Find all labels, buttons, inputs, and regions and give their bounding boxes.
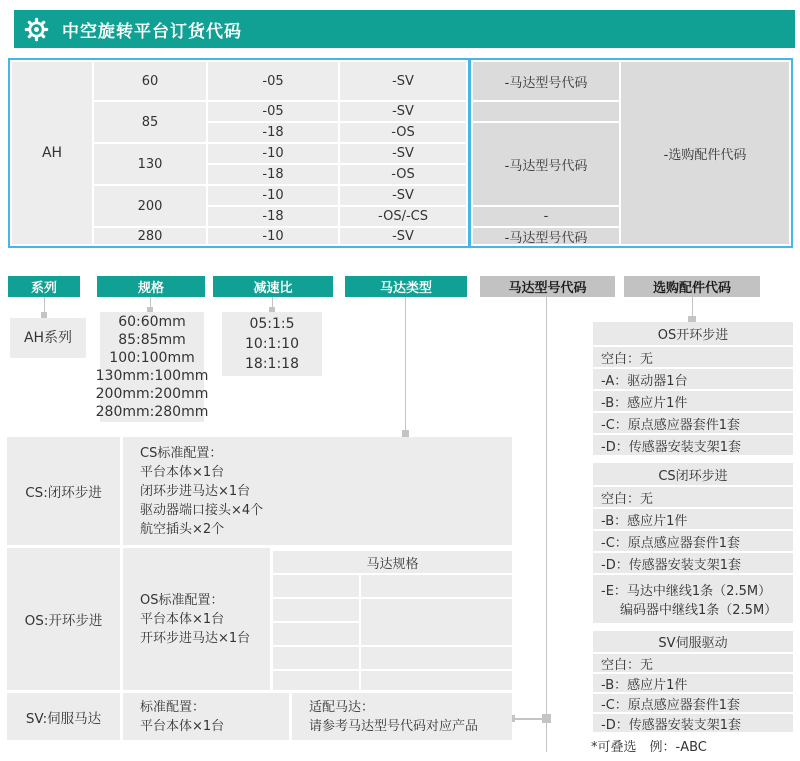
connector-motor-code-branch [512,718,546,720]
ratio-cell: -05 [208,62,338,100]
accessory-group-os-title: OS开环步进 [593,322,793,345]
accessory-item: -D：传感器安装支架1套 [593,553,793,573]
series-cell: AH [12,62,92,244]
config-line: 航空插头×2个 [140,521,225,537]
page-title: 中空旋转平台订货代码 [62,21,242,42]
motor-type-cell: -SV [340,62,466,100]
config-line: 平台本体×1台 [140,464,225,480]
legend-bar-series: 系列 [8,276,80,297]
cs-config-cell [123,437,512,545]
motor-spec-empty-cell [273,599,359,621]
accessory-item: 空白：无 [593,487,793,507]
accessory-item-line: -E：马达中继线1条（2.5M） [601,584,772,599]
spec-box [95,312,209,422]
motor-type-sv-label: SV:伺服马达 [7,693,120,740]
config-line: 驱动器端口接头×4个 [140,502,264,518]
motor-code-cell: - [473,207,619,226]
gear-icon [23,16,50,43]
accessory-item: -B：感应片1件 [593,674,793,692]
legend-bar-motor-code: 马达型号代码 [480,276,615,297]
page-header [14,10,795,48]
size-cell: 85 [94,102,206,142]
config-line: 开环步进马达×1台 [140,630,251,646]
connector-node [402,430,409,437]
accessory-item: 空白：无 [593,347,793,367]
accessory-item: -C：原点感应器套件1套 [593,413,793,433]
sv-adapter-cell [292,693,512,740]
spec-line: 85:85mm [118,332,186,348]
spec-line: 60:60mm [118,314,186,330]
motor-type-os-label: OS:开环步进 [7,548,120,690]
size-cell: 130 [94,144,206,184]
os-config-cell [123,548,270,690]
accessory-item-line: 编码器中继线1条（2.5M） [620,603,778,618]
legend-bar-spec: 规格 [97,276,205,297]
order-code-table [8,58,793,248]
accessory-item: -C：原点感应器套件1套 [593,531,793,551]
ratio-line: 18:1:18 [245,356,299,372]
ratio-cell: -05 [208,102,338,121]
ratio-cell: -18 [208,165,338,184]
connector-node [542,714,551,723]
motor-spec-header: 马达规格 [273,551,512,573]
spec-line: 100:100mm [109,350,195,366]
motor-type-cell: -SV [340,144,466,163]
accessory-group-sv-title: SV伺服驱动 [593,631,793,652]
ratio-cell: -10 [208,144,338,163]
accessory-item: -D：传感器安装支架1套 [593,435,793,455]
motor-spec-empty-cell [273,671,359,690]
config-line: 平台本体×1台 [140,718,225,734]
motor-code-cell [473,102,619,121]
legend-bar-motor-type: 马达类型 [345,276,467,297]
motor-spec-empty-cell [273,623,359,645]
motor-spec-empty-cell [361,647,512,669]
ratio-cell: -10 [208,228,338,244]
motor-spec-empty-cell [361,671,512,690]
motor-code-cell: -马达型号代码 [473,62,619,100]
size-cell: 200 [94,186,206,226]
accessory-item [593,575,793,623]
motor-type-cell: -SV [340,186,466,205]
accessory-item: -C：原点感应器套件1套 [593,694,793,712]
motor-type-cs-label: CS:闭环步进 [7,437,120,545]
accessory-item: -A：驱动器1台 [593,369,793,389]
motor-type-cell: -OS [340,165,466,184]
motor-type-cell: -SV [340,102,466,121]
config-line: 平台本体×1台 [140,611,225,627]
spec-line: 130mm:100mm [95,368,209,384]
config-line: 闭环步进马达×1台 [140,483,251,499]
ratio-line: 10:1:10 [245,336,299,352]
accessory-group-cs-title: CS闭环步进 [593,463,793,485]
ratio-line: 05:1:5 [249,316,295,332]
ratio-cell: -18 [208,207,338,226]
ratio-cell: -10 [208,186,338,205]
series-box-label: AH系列 [23,330,73,346]
legend-bar-accessory: 选购配件代码 [624,276,760,297]
accessory-item: -D：传感器安装支架1套 [593,714,793,732]
connector-motor-code [546,297,547,752]
motor-code-cell: -马达型号代码 [473,123,619,205]
motor-type-cell: -OS/-CS [340,207,466,226]
table-blue-divider [468,60,471,246]
accessory-code-cell: -选购配件代码 [621,62,789,244]
motor-spec-empty-cell [361,599,512,645]
accessory-item: -B：感应片1件 [593,509,793,529]
accessory-item: -B：感应片1件 [593,391,793,411]
motor-spec-empty-cell [273,575,359,597]
motor-code-cell: -马达型号代码 [473,228,619,244]
config-line: 请参考马达型号代码对应产品 [309,718,479,734]
config-line: 标准配置： [140,699,206,715]
series-box [10,318,86,358]
motor-spec-empty-cell [361,575,512,597]
sv-config-cell [123,693,289,740]
motor-type-cell: -SV [340,228,466,244]
motor-spec-empty-cell [273,647,359,669]
ratio-cell: -18 [208,123,338,142]
spec-line: 280mm:280mm [95,404,209,420]
size-cell: 280 [94,228,206,244]
config-line: 适配马达： [309,699,375,715]
stackable-footnote: *可叠选 例：-ABC [591,740,707,755]
config-line: OS标准配置： [140,592,224,608]
connector-motor-type [405,297,406,437]
motor-type-cell: -OS [340,123,466,142]
ratio-box [222,312,322,376]
config-line: CS标准配置： [140,445,223,461]
size-cell: 60 [94,62,206,100]
legend-bar-ratio: 减速比 [213,276,333,297]
accessory-item: 空白：无 [593,654,793,672]
spec-line: 200mm:200mm [95,386,209,402]
